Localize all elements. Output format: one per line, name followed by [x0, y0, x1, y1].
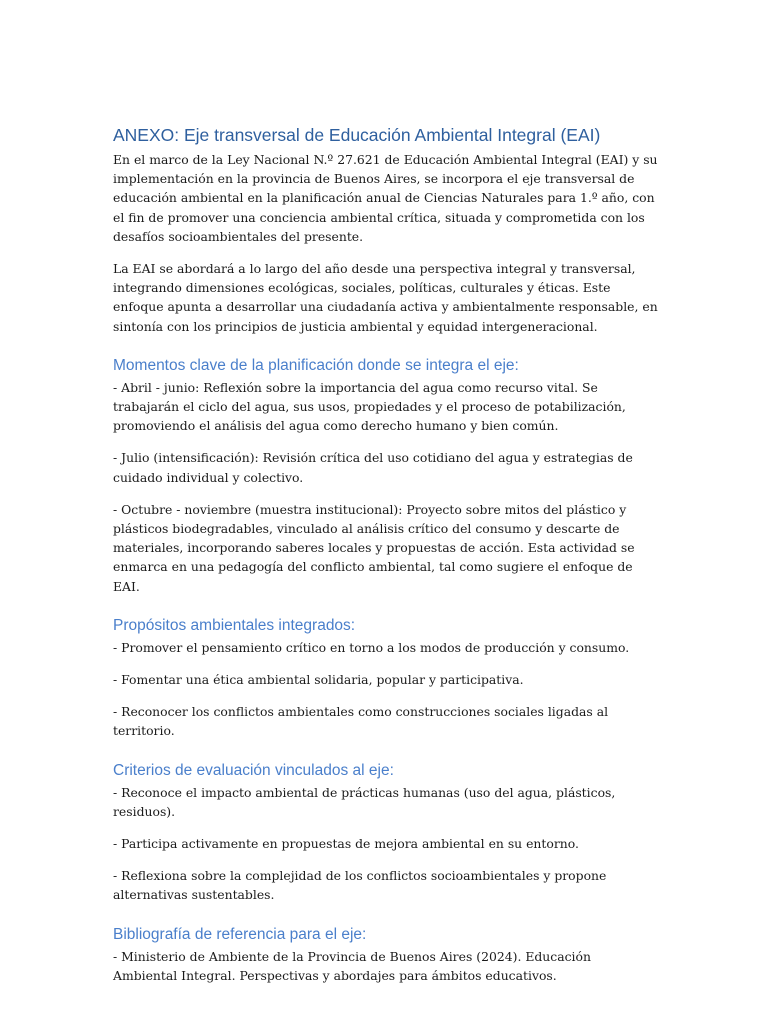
intro-paragraph: En el marco de la Ley Nacional N.º 27.621 de Educación Ambiental Integral (EAI) y su implementación en la provincia de Buenos Aires, se incorpora el eje transversal de educación ambiental en la planificación anual de Ciencias Naturales para 1.º año, con el fin de promover una conciencia ambiental crítica, situada y comprometida con los desafíos socioambientales del presente.: [113, 152, 658, 244]
intro-paragraph: La EAI se abordará a lo largo del año desde una perspectiva integral y transversal, integrando dimensiones ecológicas, sociales, políticas, culturales y éticas. Este enfoque apunta a desarrollar una ciudadanía activa y ambientalmente responsable, en sintonía con los principios de justicia ambiental y equidad intergeneracional.: [113, 261, 658, 334]
list-item: - Reflexiona sobre la complejidad de los conflictos socioambientales y propone alternativas sustentables.: [113, 868, 607, 903]
list-item: - Participa activamente en propuestas de mejora ambiental en su entorno.: [113, 836, 579, 852]
list-item: - Ministerio de Ambiente de la Provincia de Buenos Aires (2024). Educación Ambiental Integral. Perspectivas y abordajes para ámbitos educativos.: [113, 948, 591, 983]
list-item: - Reconoce el impacto ambiental de prácticas humanas (uso del agua, plásticos, residuos).: [113, 784, 616, 819]
section-heading: Momentos clave de la planificación donde se integra el eje:: [113, 356, 519, 374]
document-title: ANEXO: Eje transversal de Educación Ambiental Integral (EAI): [113, 125, 601, 145]
document-content: [113, 122, 658, 985]
list-item: - Octubre - noviembre (muestra institucional): Proyecto sobre mitos del plástico y plásticos biodegradables, vinculado al análisis crítico del consumo y descarte de materiales, incorporando saberes locales y propuestas de acción. Esta actividad se enmarca en una pedagogía del conflicto ambiental, tal como sugiere el enfoque de EAI.: [113, 501, 635, 594]
section-heading: Criterios de evaluación vinculados al eje:: [113, 761, 394, 779]
list-item: - Julio (intensificación): Revisión crítica del uso cotidiano del agua y estrategias de cuidado individual y colectivo.: [113, 450, 633, 485]
section-heading: Bibliografía de referencia para el eje:: [113, 925, 367, 943]
intro-section: [113, 150, 658, 336]
list-item: - Abril - junio: Reflexión sobre la importancia del agua como recurso vital. Se trabajarán el ciclo del agua, sus usos, propiedades y el proceso de potabilización, promoviendo el análisis del agua como derecho humano y bien común.: [113, 379, 626, 434]
section-momentos-clave: [113, 354, 658, 596]
section-heading: Propósitos ambientales integrados:: [113, 616, 356, 634]
list-item: - Reconocer los conflictos ambientales como construcciones sociales ligadas al territorio.: [113, 704, 609, 739]
list-item: - Promover el pensamiento crítico en torno a los modos de producción y consumo.: [113, 639, 630, 655]
list-item: - Fomentar una ética ambiental solidaria, popular y participativa.: [113, 672, 524, 688]
section-criterios: [113, 759, 658, 905]
section-propositos: [113, 614, 658, 741]
section-bibliografia: [113, 923, 658, 985]
